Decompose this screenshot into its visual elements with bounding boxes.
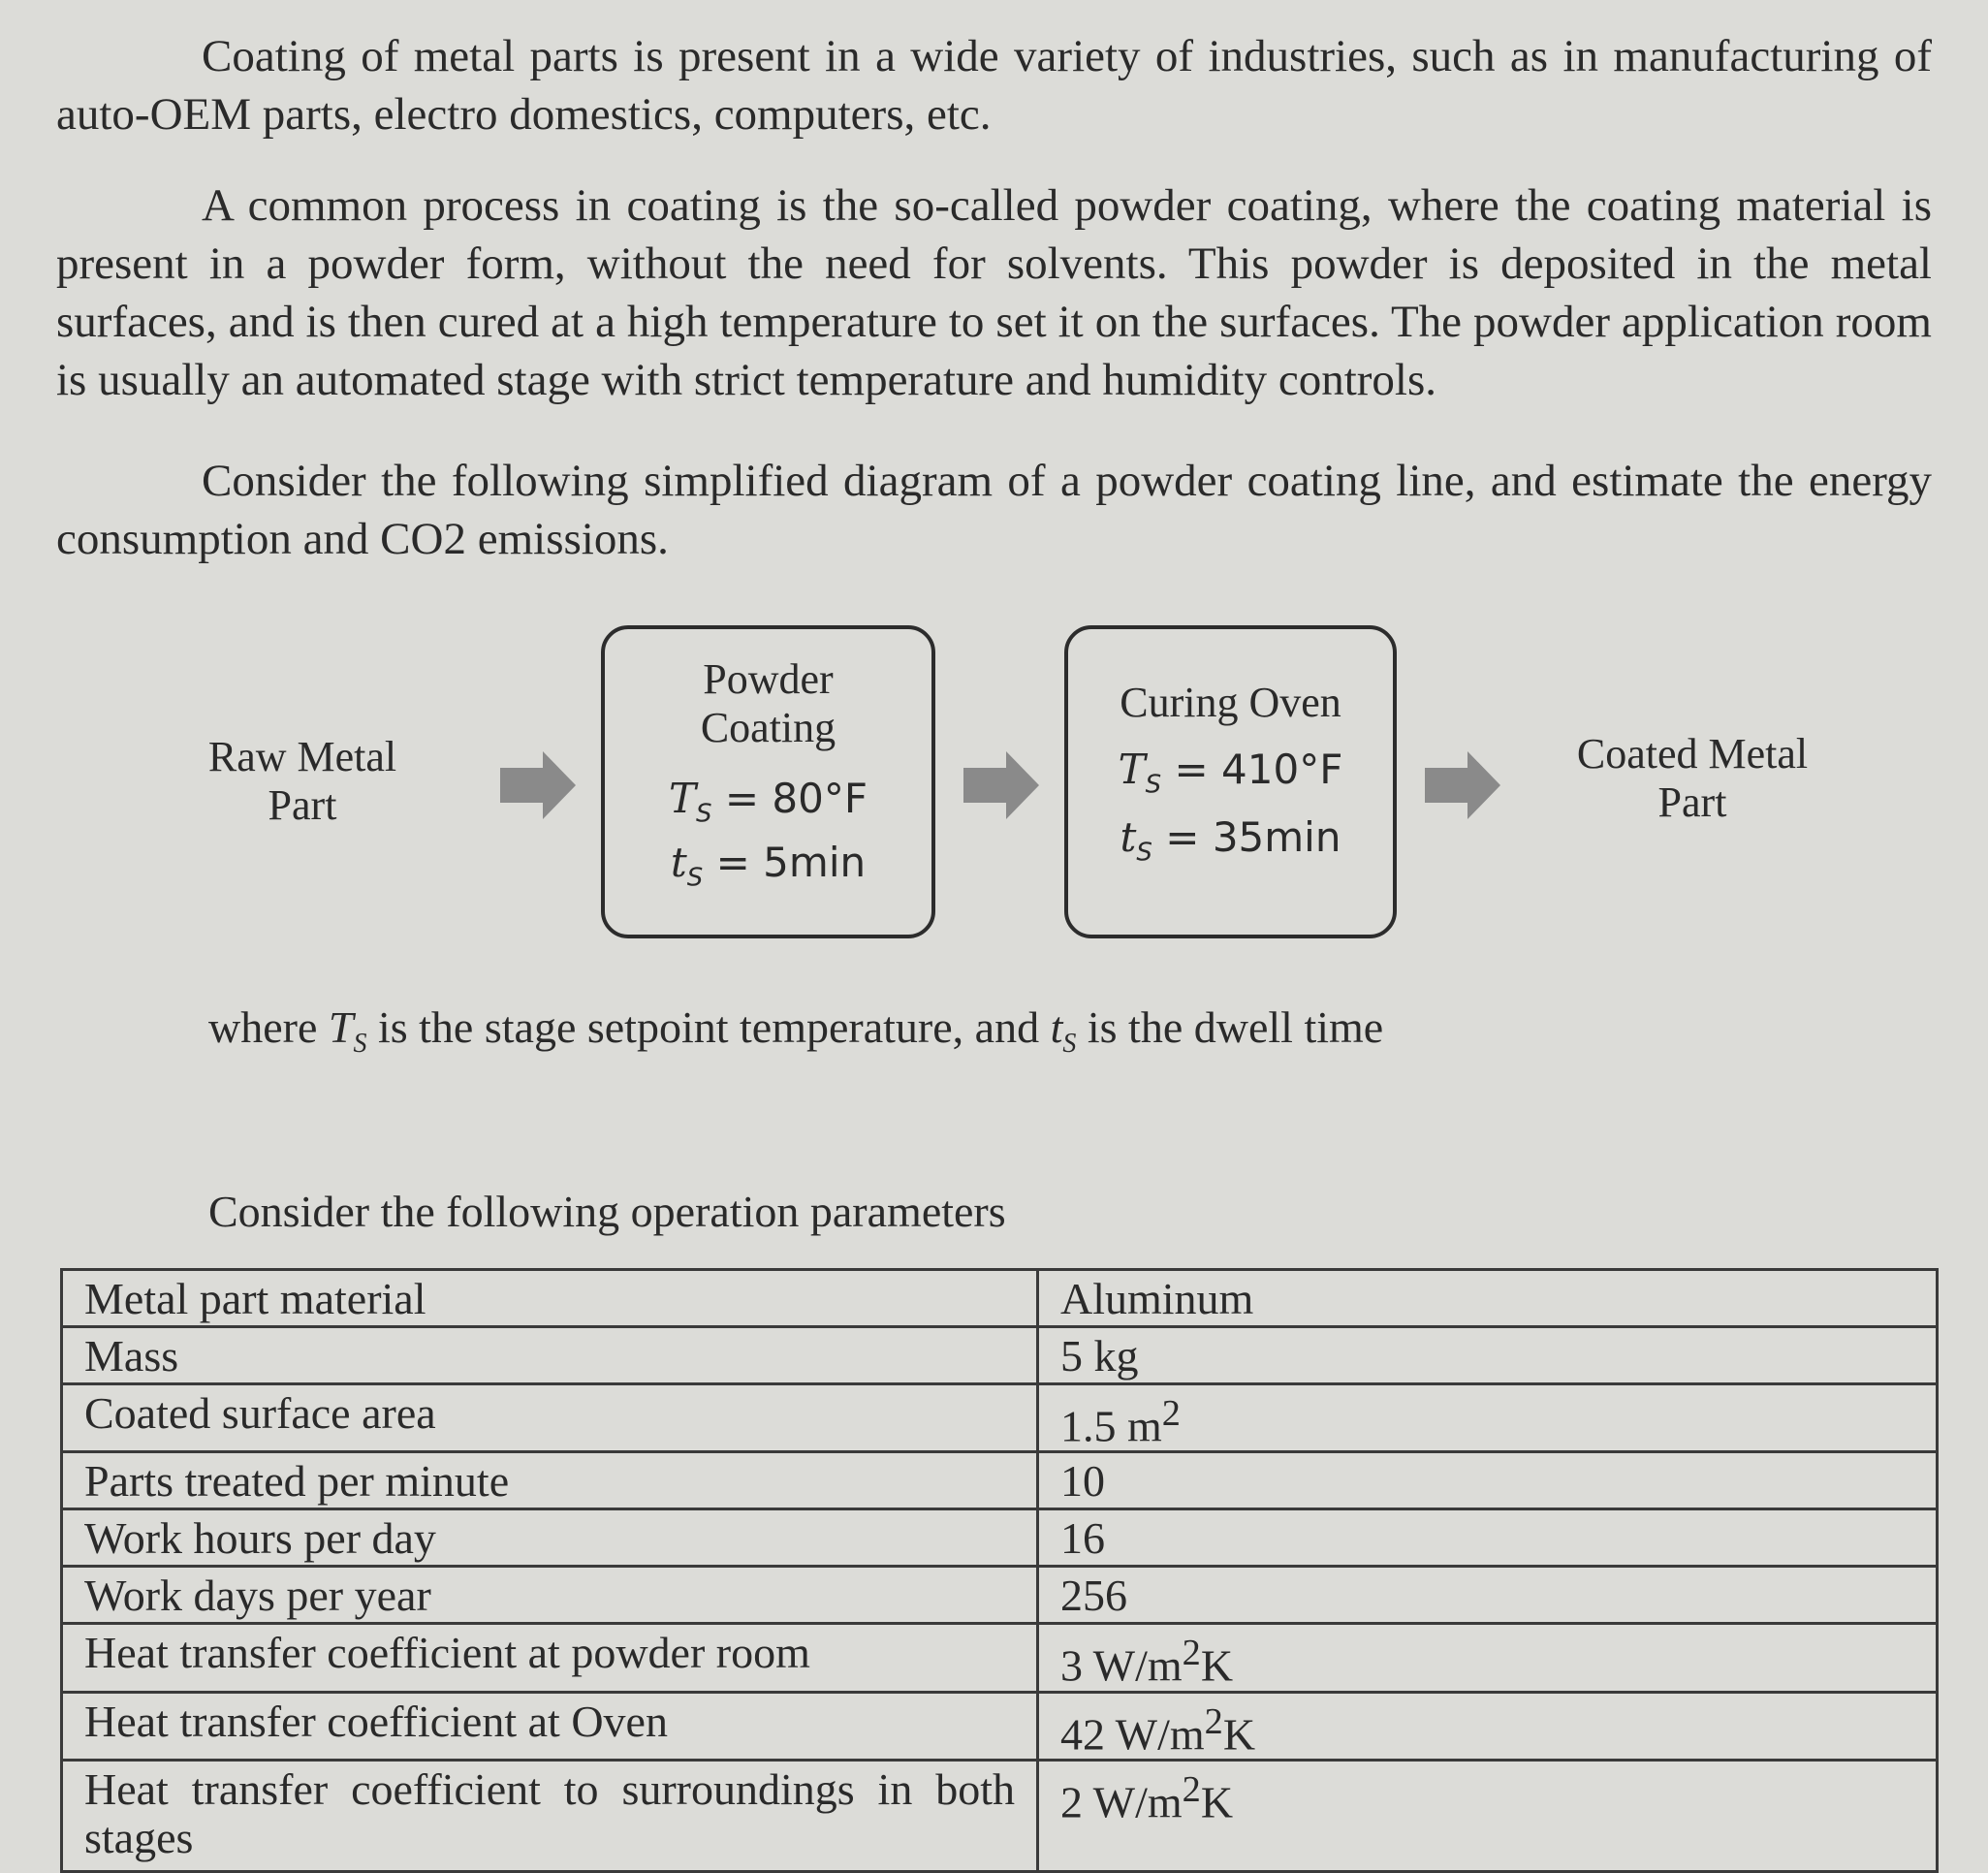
powder-title-line-1: Powder — [703, 655, 834, 703]
param-value: 256 — [1038, 1567, 1938, 1624]
raw-metal-part-label — [147, 733, 458, 830]
param-value: 1.5 $m^2$ — [1038, 1384, 1938, 1452]
param-value: 3 $W/m^2K$ — [1038, 1624, 1938, 1692]
param-label: Heat transfer coefficient to surroundings in both stages — [62, 1760, 1038, 1871]
table-row — [62, 1452, 1938, 1509]
param-label: Metal part material — [62, 1270, 1038, 1327]
raw-label-line-2: Part — [268, 781, 337, 829]
param-label: Heat transfer coefficient at powder room — [62, 1624, 1038, 1692]
param-label: Mass — [62, 1327, 1038, 1384]
param-label: Parts treated per minute — [62, 1452, 1038, 1509]
powder-title-line-2: Coating — [700, 704, 836, 751]
oven-title: Curing Oven — [1120, 679, 1341, 726]
arrow-3-shape — [1425, 751, 1500, 819]
flow-arrow-icon — [963, 751, 1039, 819]
arrow-2-shape — [963, 751, 1039, 819]
table-row — [62, 1624, 1938, 1692]
intro-paragraph-2: A common process in coating is the so-called powder coating, where the coating material is present in a powder form, without the need for solvents. This powder is deposited in the metal surfaces, and is then cured at a high temperature to set it on the surfaces. The powder application room is usually an automated stage with strict temperature and humidity controls. — [56, 180, 1932, 405]
powder-coating-stage — [601, 625, 935, 938]
coated-metal-part-label — [1537, 730, 1847, 827]
param-value: 42 $W/m^2K$ — [1038, 1692, 1938, 1760]
table-row — [62, 1270, 1938, 1327]
intro-paragraph-1: Coating of metal parts is present in a wide variety of industries, such as in manufacturing of auto-OEM parts, electro domestics, computers, etc. — [56, 31, 1932, 140]
coated-label-line-2: Part — [1657, 778, 1727, 826]
table-row — [62, 1509, 1938, 1567]
table-row — [62, 1760, 1938, 1871]
operation-parameters-table — [60, 1268, 1939, 1873]
oven-dwell-time: $t_S = 35\min$ — [1120, 813, 1341, 868]
diagram-legend: where $T_S$ is the stage setpoint temperature, and $t_S$ is the dwell time — [208, 1002, 1384, 1060]
param-value: 2 $W/m^2K$ — [1038, 1760, 1938, 1871]
param-label: Heat transfer coefficient at Oven — [62, 1692, 1038, 1760]
table-row — [62, 1327, 1938, 1384]
table-row — [62, 1692, 1938, 1760]
table-row — [62, 1384, 1938, 1452]
flow-arrow-icon — [1425, 751, 1500, 819]
intro-paragraph-3: Consider the following simplified diagram of a powder coating line, and estimate the energy consumption and CO2 emissions. — [56, 456, 1932, 564]
curing-oven-stage — [1064, 625, 1397, 938]
oven-setpoint-temperature: $T_S = 410^\circ F$ — [1118, 746, 1343, 800]
param-value: 16 — [1038, 1509, 1938, 1567]
table-row — [62, 1567, 1938, 1624]
param-label: Work hours per day — [62, 1509, 1038, 1567]
param-label: Work days per year — [62, 1567, 1038, 1624]
flow-arrow-icon — [500, 751, 576, 819]
param-label: Coated surface area — [62, 1384, 1038, 1452]
arrow-1-shape — [500, 751, 576, 819]
param-value: 5 kg — [1038, 1327, 1938, 1384]
param-value: 10 — [1038, 1452, 1938, 1509]
coated-label-line-1: Coated Metal — [1576, 730, 1809, 778]
table-intro: Consider the following operation parameters — [208, 1187, 1006, 1236]
powder-dwell-time: $t_S = 5\min$ — [670, 839, 867, 893]
param-value: Aluminum — [1038, 1270, 1938, 1327]
powder-setpoint-temperature: $T_S = 80^\circ F$ — [668, 775, 868, 829]
raw-label-line-1: Raw Metal — [207, 733, 397, 780]
